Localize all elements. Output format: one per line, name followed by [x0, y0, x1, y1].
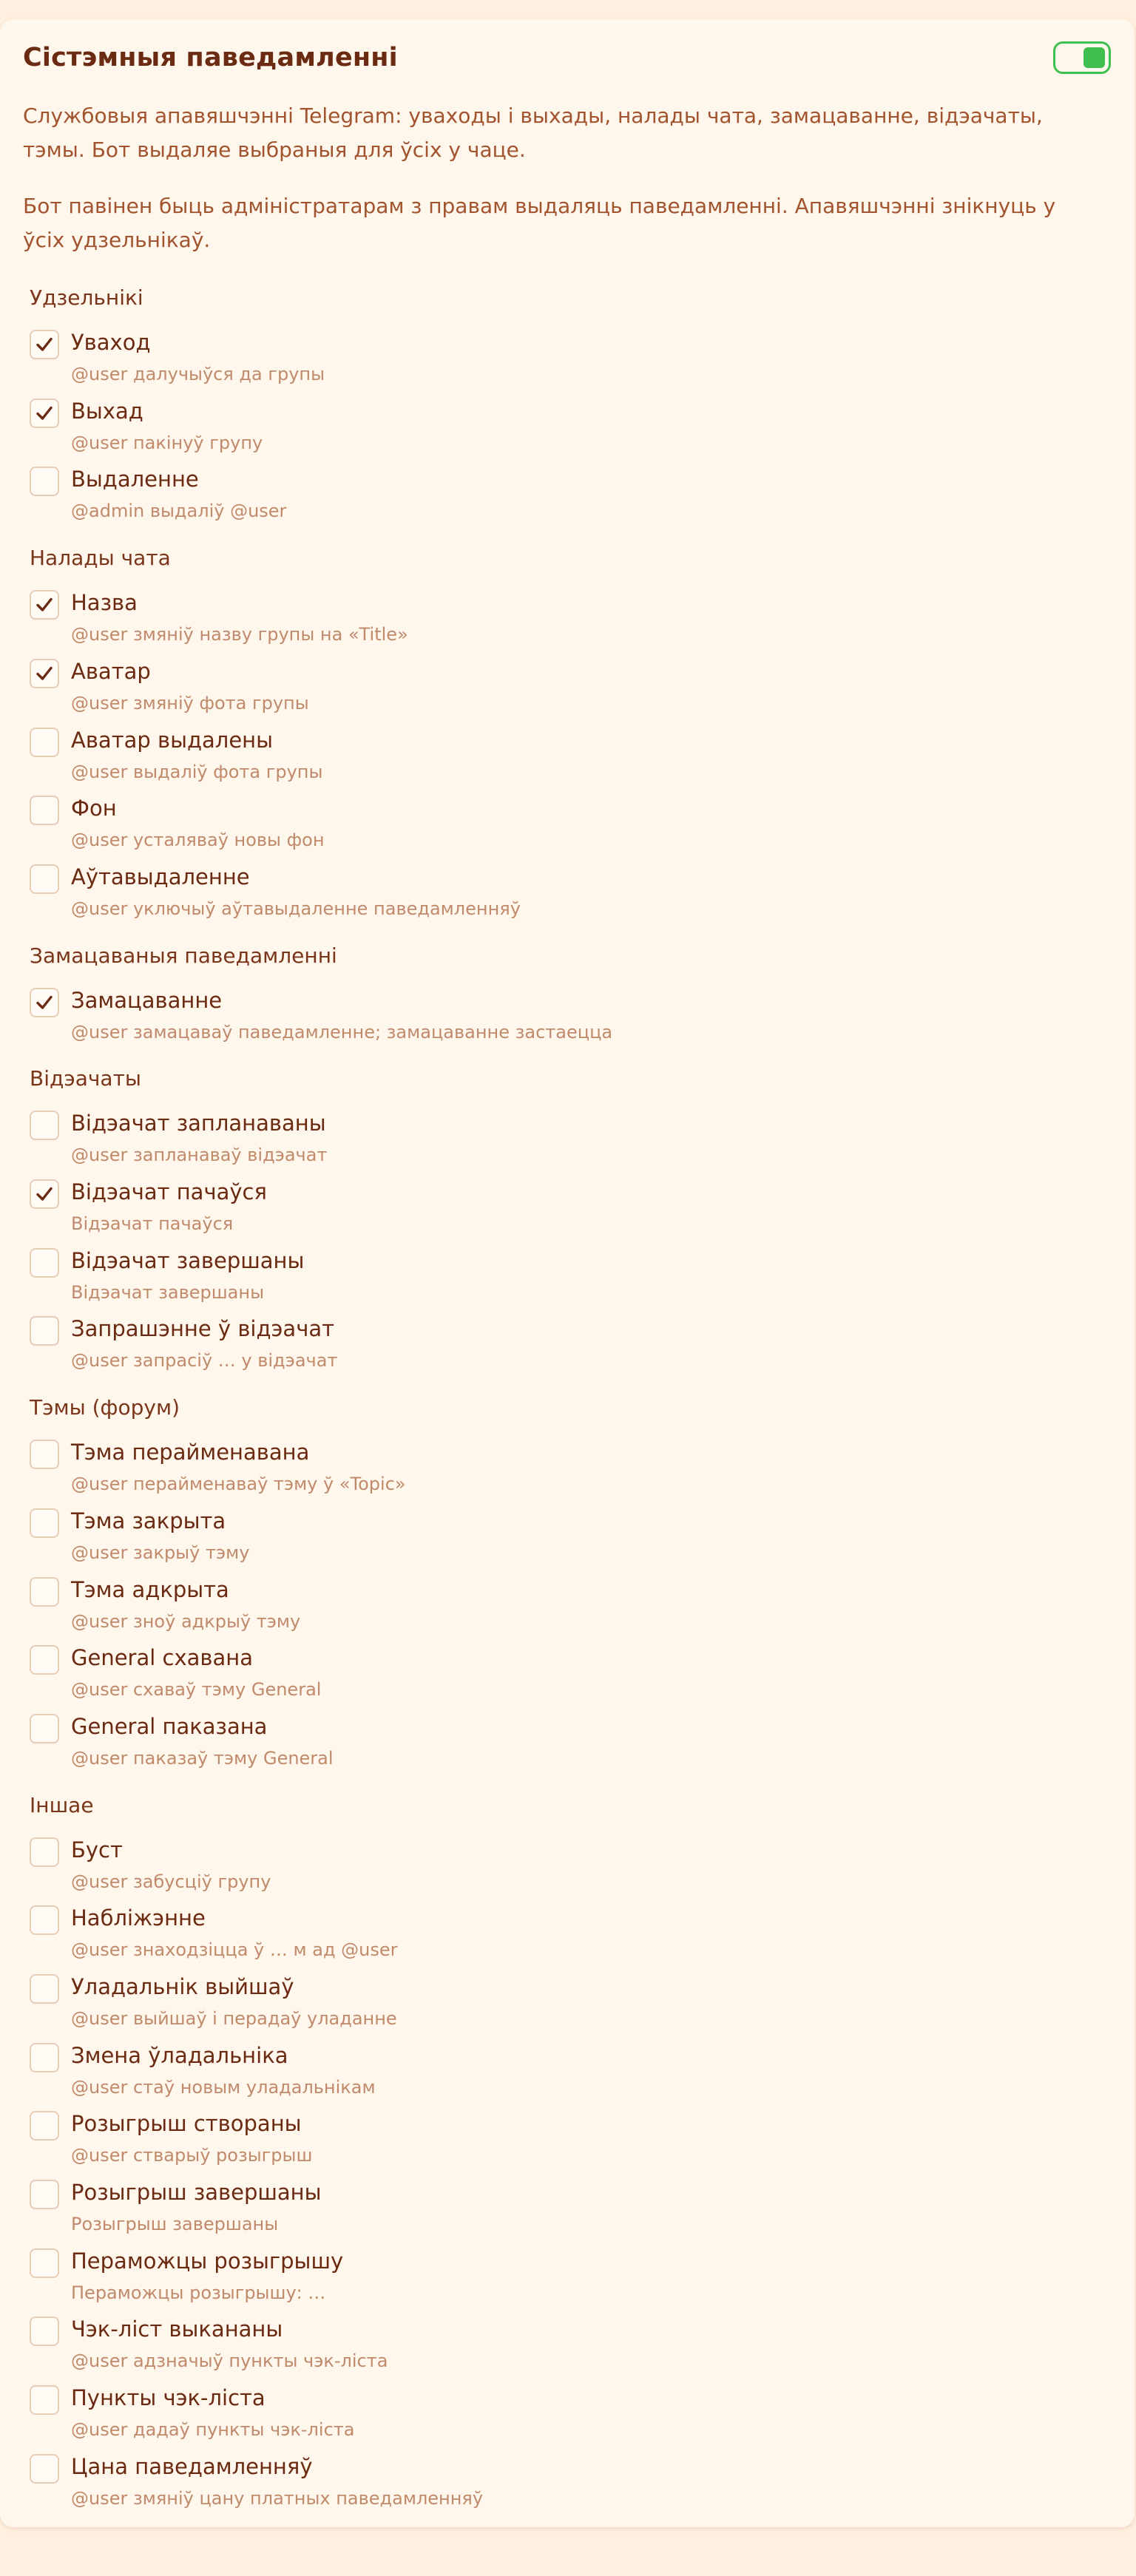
setting-label: Уваход	[71, 330, 151, 355]
setting-example: @user зноў адкрыў тэму	[71, 1611, 301, 1632]
setting-label: Пераможцы розыгрышу	[71, 2248, 344, 2274]
setting-item[interactable]	[30, 464, 1065, 523]
setting-item[interactable]	[30, 587, 1065, 646]
setting-example: @user запрасіў … у відэачат	[71, 1350, 338, 1371]
setting-example: Відэачат пачаўся	[71, 1213, 234, 1234]
setting-example: @user змяніў назву групы на «Title»	[71, 624, 408, 645]
section-title: Іншае	[30, 1792, 94, 1817]
setting-label: Тэма закрыта	[71, 1508, 226, 1533]
setting-example: @user выдаліў фота групы	[71, 762, 323, 782]
setting-example: Пераможцы розыгрышу: …	[71, 2282, 326, 2303]
setting-label: Відэачат пачаўся	[71, 1179, 267, 1204]
setting-item[interactable]	[30, 1834, 1065, 1894]
setting-label: Выдаленне	[71, 467, 199, 492]
setting-item[interactable]	[30, 1642, 1065, 1701]
section-title: Удзельнікі	[30, 285, 143, 310]
checkbox[interactable]	[30, 2316, 59, 2346]
checkbox[interactable]	[30, 1316, 59, 1346]
setting-label: Тэма перайменавана	[71, 1440, 310, 1465]
setting-example: @user дадаў пункты чэк-ліста	[71, 2419, 355, 2440]
checkbox-checked[interactable]	[30, 659, 59, 688]
setting-item[interactable]	[30, 1437, 1065, 1496]
checkbox-checked[interactable]	[30, 399, 59, 428]
toggle-knob	[1083, 47, 1105, 68]
setting-label: Фон	[71, 796, 117, 821]
checkbox[interactable]	[30, 1111, 59, 1140]
setting-item[interactable]	[30, 1711, 1065, 1770]
setting-example: @user усталяваў новы фон	[71, 830, 325, 850]
setting-label: General паказана	[71, 1714, 268, 1739]
setting-label: General схавана	[71, 1645, 253, 1670]
checkbox-checked[interactable]	[30, 330, 59, 359]
setting-item[interactable]	[30, 396, 1065, 455]
enable-toggle[interactable]	[1053, 41, 1111, 74]
admin-requirement-text: Бот павінен быць адміністратарам з правам выдаляць паведамленні. Апавяшчэнні знікнуць у ўсіх удзельнікаў.	[23, 194, 1056, 252]
setting-example: @user уключыў аўтавыдаленне паведамленняў	[71, 898, 521, 919]
setting-label: Аватар выдалены	[71, 728, 274, 753]
checkbox[interactable]	[30, 1837, 59, 1867]
checkmark-icon	[35, 335, 54, 354]
setting-label: Відэачат завершаны	[71, 1248, 305, 1273]
checkbox[interactable]	[30, 1645, 59, 1675]
setting-example: @user стаў новым уладальнікам	[71, 2077, 376, 2098]
setting-example: @user паказаў тэму General	[71, 1748, 334, 1769]
setting-item[interactable]	[30, 1574, 1065, 1633]
setting-item[interactable]	[30, 2451, 1065, 2510]
checkbox[interactable]	[30, 1577, 59, 1607]
description-text: Службовыя апавяшчэнні Telegram: уваходы і выхады, налады чата, замацаванне, відэачаты, тэмы. Бот выдаляе выбраныя для ўсіх у чаце.	[23, 104, 1043, 162]
setting-item[interactable]	[30, 793, 1065, 852]
checkbox-checked[interactable]	[30, 988, 59, 1017]
setting-label: Замацаванне	[71, 988, 223, 1013]
checkbox[interactable]	[30, 796, 59, 825]
checkbox[interactable]	[30, 2180, 59, 2209]
section-title: Замацаваныя паведамленні	[30, 943, 337, 968]
setting-label: Розыгрыш завершаны	[71, 2180, 322, 2205]
setting-label: Змена ўладальніка	[71, 2043, 288, 2068]
setting-example: @user закрыў тэму	[71, 1542, 250, 1563]
setting-example: Відэачат завершаны	[71, 1282, 265, 1303]
setting-item[interactable]	[30, 2177, 1065, 2236]
setting-label: Тэма адкрыта	[71, 1577, 229, 1602]
setting-item[interactable]	[30, 1902, 1065, 1962]
setting-label: Буст	[71, 1837, 123, 1862]
checkbox[interactable]	[30, 467, 59, 496]
checkbox[interactable]	[30, 2248, 59, 2278]
checkbox[interactable]	[30, 1248, 59, 1278]
setting-example: @admin выдаліў @user	[71, 501, 287, 521]
setting-item[interactable]	[30, 1245, 1065, 1304]
setting-label: Уладальнік выйшаў	[71, 1974, 294, 1999]
setting-label: Відэачат запланаваны	[71, 1111, 326, 1136]
setting-label: Аўтавыдаленне	[71, 864, 250, 889]
checkbox[interactable]	[30, 1714, 59, 1743]
setting-example: @user змяніў фота групы	[71, 693, 309, 714]
setting-item[interactable]	[30, 2245, 1065, 2305]
setting-item[interactable]	[30, 1505, 1065, 1565]
checkbox-checked[interactable]	[30, 1179, 59, 1209]
setting-item[interactable]	[30, 1176, 1065, 1236]
checkbox[interactable]	[30, 2385, 59, 2415]
checkmark-icon	[35, 664, 54, 683]
checkmark-icon	[35, 993, 54, 1012]
setting-item[interactable]	[30, 861, 1065, 921]
setting-item[interactable]	[30, 2040, 1065, 2099]
setting-example: @user далучыўся да групы	[71, 364, 325, 384]
checkbox[interactable]	[30, 2043, 59, 2072]
setting-label: Пункты чэк-ліста	[71, 2385, 266, 2410]
section-title: Тэмы (форум)	[30, 1395, 180, 1420]
checkbox-checked[interactable]	[30, 590, 59, 620]
setting-example: @user адзначыў пункты чэк-ліста	[71, 2350, 388, 2371]
setting-item[interactable]	[30, 327, 1065, 386]
setting-example: Розыгрыш завершаны	[71, 2214, 279, 2234]
setting-item[interactable]	[30, 985, 1065, 1044]
setting-example: @user выйшаў і перадаў уладанне	[71, 2008, 397, 2029]
setting-example: @user перайменаваў тэму ў «Topic»	[71, 1474, 406, 1494]
setting-label: Набліжэнне	[71, 1905, 206, 1931]
setting-label: Аватар	[71, 659, 151, 684]
setting-item[interactable]	[30, 2382, 1065, 2441]
setting-item[interactable]	[30, 2108, 1065, 2167]
checkmark-icon	[35, 1184, 54, 1204]
setting-example: @user замацаваў паведамленне; замацаванне застаецца	[71, 1022, 613, 1043]
section-title: Відэачаты	[30, 1066, 141, 1091]
setting-label: Назва	[71, 590, 138, 615]
setting-example: @user пакінуў групу	[71, 433, 263, 453]
system-messages-card	[0, 19, 1135, 2527]
setting-item[interactable]	[30, 1108, 1065, 1167]
checkbox[interactable]	[30, 1905, 59, 1935]
setting-example: @user забусціў групу	[71, 1871, 271, 1892]
setting-item[interactable]	[30, 1971, 1065, 2030]
checkbox[interactable]	[30, 1508, 59, 1538]
setting-item[interactable]	[30, 725, 1065, 784]
setting-item[interactable]	[30, 2314, 1065, 2373]
checkbox[interactable]	[30, 2111, 59, 2141]
checkbox[interactable]	[30, 2454, 59, 2484]
checkmark-icon	[35, 404, 54, 423]
setting-item[interactable]	[30, 1313, 1065, 1372]
checkbox[interactable]	[30, 1974, 59, 2004]
setting-label: Цана паведамленняў	[71, 2454, 313, 2479]
setting-example: @user запланаваў відэачат	[71, 1145, 328, 1165]
setting-label: Чэк-ліст выкананы	[71, 2316, 283, 2342]
setting-label: Запрашэнне ў відэачат	[71, 1316, 335, 1341]
setting-example: @user стварыў розыгрыш	[71, 2145, 313, 2166]
setting-example: @user змяніў цану платных паведамленняў	[71, 2488, 484, 2509]
checkbox[interactable]	[30, 728, 59, 757]
setting-label: Розыгрыш створаны	[71, 2111, 302, 2136]
section-title: Налады чата	[30, 546, 171, 571]
setting-item[interactable]	[30, 656, 1065, 715]
checkmark-icon	[35, 595, 54, 614]
setting-example: @user знаходзіцца ў … м ад @user	[71, 1939, 398, 1960]
checkbox[interactable]	[30, 1440, 59, 1469]
checkbox[interactable]	[30, 864, 59, 894]
setting-label: Выхад	[71, 399, 143, 424]
page-title: Сістэмныя паведамленні	[23, 43, 398, 72]
setting-example: @user схаваў тэму General	[71, 1679, 322, 1700]
